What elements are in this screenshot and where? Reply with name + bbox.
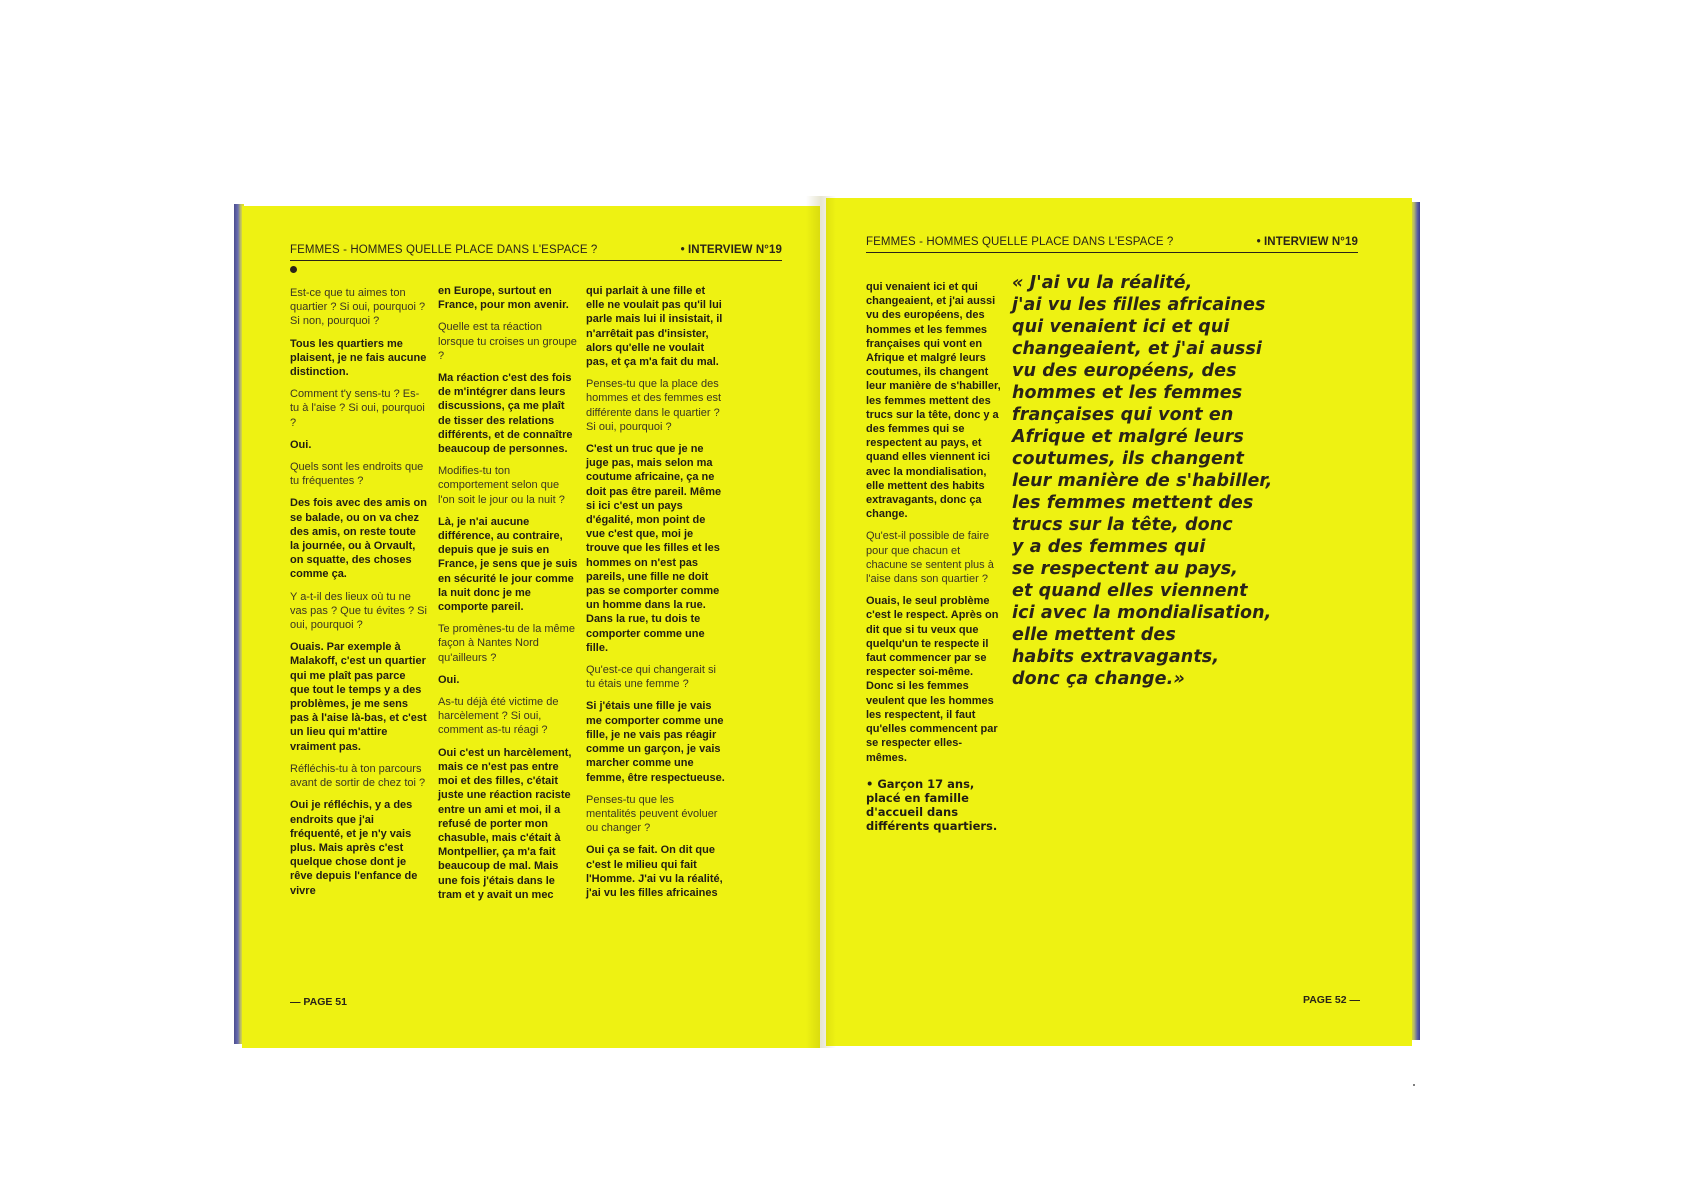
interview-question: Qu'est-il possible de faire pour que chacun et chacune se sentent plus à l'aise dans son quartier ? bbox=[866, 530, 994, 586]
interview-answer: Ouais. Par exemple à Malakoff, c'est un quartier qui me plaît pas parce que tout le temps y a des problèmes, je me sens pas à l'aise là-bas, et c'est un lieu qui m'attire vraiment pas. bbox=[290, 641, 427, 753]
answer-continuation bbox=[866, 280, 1002, 765]
interview-answer: Si j'étais une fille je vais me comporter comme une fille, je ne vais pas réagir comme un garçon, je vais marcher comme une femme, être respectueuse. bbox=[586, 700, 725, 784]
interview-question: Comment t'y sens-tu ? Es-tu à l'aise ? Si oui, pourquoi ? bbox=[290, 388, 425, 429]
interview-answer: qui parlait à une fille et elle ne voulait pas qu'il lui parle mais lui il insistait, il n'arrêtait pas d'insister, alors qu'elle ne voulait pas, et ça m'a fait du mal. bbox=[586, 285, 723, 369]
interview-answer: Oui. bbox=[290, 438, 312, 451]
interview-answer: Oui c'est un harcèlement, mais ce n'est pas entre moi et des filles, c'était juste une réaction raciste entre un ami et moi, il a refusé de porter mon chasuble, mais c'était à Montpellier, ça m'a fait beaucoup de mal. Mais une fois j'étais dans le tram et y avait un mec bbox=[438, 746, 572, 901]
page-number: PAGE 52 — bbox=[1303, 994, 1360, 1006]
running-header bbox=[866, 234, 1358, 253]
magazine-spread bbox=[240, 196, 1412, 1048]
page-51 bbox=[242, 206, 820, 1048]
page-52 bbox=[826, 198, 1412, 1046]
interview-label: • INTERVIEW N°19 bbox=[1256, 236, 1358, 248]
bullet-mark bbox=[290, 266, 297, 273]
interview-question: Y a-t-il des lieux où tu ne vas pas ? Que tu évites ? Si oui, pourquoi ? bbox=[290, 590, 427, 632]
pull-quote bbox=[1012, 272, 1312, 690]
interview-answer: Oui je réfléchis, y a des endroits que j'ai fréquenté, et je n'y vais plus. Mais après c'est quelque chose dont je rêve depuis l'enfance de vivre bbox=[290, 799, 418, 897]
text-column-3 bbox=[586, 284, 726, 908]
interview-answer: Tous les quartiers me plaisent, je ne fais aucune distinction. bbox=[290, 337, 427, 379]
interview-answer: Des fois avec des amis on se balade, ou on va chez des amis, on reste toute la journée, ou à Orvault, on squatte, des choses comme ça. bbox=[290, 497, 427, 581]
interview-answer: Oui. bbox=[438, 673, 460, 686]
page-number: — PAGE 51 bbox=[290, 996, 347, 1008]
interview-question: Modifies-tu ton comportement selon que l'on soit le jour ou la nuit ? bbox=[438, 465, 565, 506]
running-header bbox=[290, 242, 782, 261]
text-column-2 bbox=[438, 284, 578, 910]
pull-quote-line: changeaient, et j'ai aussi bbox=[1012, 339, 1263, 359]
pull-quote-line: hommes et les femmes bbox=[1012, 383, 1243, 403]
pull-quote-line: j'ai vu les filles africaines bbox=[1012, 295, 1266, 315]
pull-quote-line: elle mettent des bbox=[1012, 625, 1176, 645]
pull-quote-line: les femmes mettent des bbox=[1012, 493, 1254, 513]
interview-question: Est-ce que tu aimes ton quartier ? Si oui, pourquoi ? Si non, pourquoi ? bbox=[290, 287, 426, 328]
speck bbox=[1413, 1084, 1415, 1086]
interview-question: Penses-tu que les mentalités peuvent évoluer ou changer ? bbox=[586, 793, 718, 835]
pull-quote-line: ici avec la mondialisation, bbox=[1012, 603, 1272, 623]
pull-quote-line: Afrique et malgré leurs bbox=[1012, 427, 1244, 447]
section-title: FEMMES - HOMMES QUELLE PLACE DANS L'ESPACE ? bbox=[866, 236, 1174, 248]
pull-quote-line: habits extravagants, bbox=[1012, 647, 1220, 667]
pull-quote-line: françaises qui vont en bbox=[1012, 405, 1234, 425]
interview-answer: C'est un truc que je ne juge pas, mais selon ma coutume africaine, ça ne doit pas être pareil. Même si ici c'est un pays d'égalité, mon point de vue c'est que, moi je trouve que les filles et les hommes on n'est pas pareils, une fille ne doit pas se comporter comme un homme dans la rue. Dans la rue, tu dois te comporter comme une fille. bbox=[586, 443, 722, 654]
text-column-1 bbox=[290, 286, 428, 906]
interview-question: Te promènes-tu de la même façon à Nantes Nord qu'ailleurs ? bbox=[438, 623, 575, 664]
interview-answer: en Europe, surtout en France, pour mon avenir. bbox=[438, 285, 569, 312]
pull-quote-line: vu des européens, des bbox=[1012, 361, 1237, 381]
interview-answer: Oui ça se fait. On dit que c'est le milieu qui fait l'Homme. J'ai vu la réalité, j'ai vu les filles africaines bbox=[586, 844, 723, 899]
interview-question: Qu'est-ce qui changerait si tu étais une femme ? bbox=[586, 664, 716, 691]
interview-question: Quelle est ta réaction lorsque tu croises un groupe ? bbox=[438, 321, 577, 362]
pull-quote-line: y a des femmes qui bbox=[1012, 537, 1206, 557]
pull-quote-line: se respectent au pays, bbox=[1012, 559, 1239, 579]
pull-quote-line: trucs sur la tête, donc bbox=[1012, 515, 1233, 535]
interview-answer: qui venaient ici et qui changeaient, et j'ai aussi vu des européens, des hommes et les femmes françaises qui vont en Afrique et malgré leurs coutumes, ils changent leur manière de s'habiller, les femmes mettent des trucs sur la tête, donc y a des femmes qui se respectent au pays, et quand elles viennent ici avec la mondialisation, elle mettent des habits extravagants, donc ça change. bbox=[866, 281, 1001, 521]
pull-quote-line: donc ça change.» bbox=[1012, 669, 1185, 689]
interviewee-credit: • Garçon 17 ans, placé en famille d'accueil dans différents quartiers. bbox=[866, 776, 998, 833]
interview-question: As-tu déjà été victime de harcèlement ? Si oui, comment as-tu réagi ? bbox=[438, 696, 559, 737]
pull-quote-line: coutumes, ils changent bbox=[1012, 449, 1244, 469]
pull-quote-line: leur manière de s'habiller, bbox=[1012, 471, 1273, 491]
interview-answer: Ouais, le seul problème c'est le respect. Après on dit que si tu veux que quelqu'un te respecte il faut commencer par se respecter soi-même. Donc si les femmes veulent que les hommes les respectent, il faut qu'elles commencent par se respecter elles-mêmes. bbox=[866, 595, 999, 764]
interview-answer: Ma réaction c'est des fois de m'intégrer dans leurs discussions, ça me plaît de tisser des relations différents, et de connaître beaucoup de personnes. bbox=[438, 372, 573, 456]
section-title: FEMMES - HOMMES QUELLE PLACE DANS L'ESPACE ? bbox=[290, 244, 598, 256]
pull-quote-line: et quand elles viennent bbox=[1012, 581, 1248, 601]
interview-label: • INTERVIEW N°19 bbox=[680, 244, 782, 256]
interview-answer: Là, je n'ai aucune différence, au contraire, depuis que je suis en France, je sens que je suis en sécurité le jour comme la nuit donc je me comporte pareil. bbox=[438, 515, 578, 614]
pull-quote-line: « J'ai vu la réalité, bbox=[1012, 273, 1193, 293]
text-column-4 bbox=[866, 280, 1002, 833]
interview-question: Quels sont les endroits que tu fréquentes ? bbox=[290, 461, 424, 488]
interview-question: Réfléchis-tu à ton parcours avant de sortir de chez toi ? bbox=[290, 762, 426, 790]
pull-quote-line: qui venaient ici et qui bbox=[1012, 317, 1230, 337]
interview-question: Penses-tu que la place des hommes et des femmes est différente dans le quartier ? Si oui, pourquoi ? bbox=[586, 378, 722, 433]
